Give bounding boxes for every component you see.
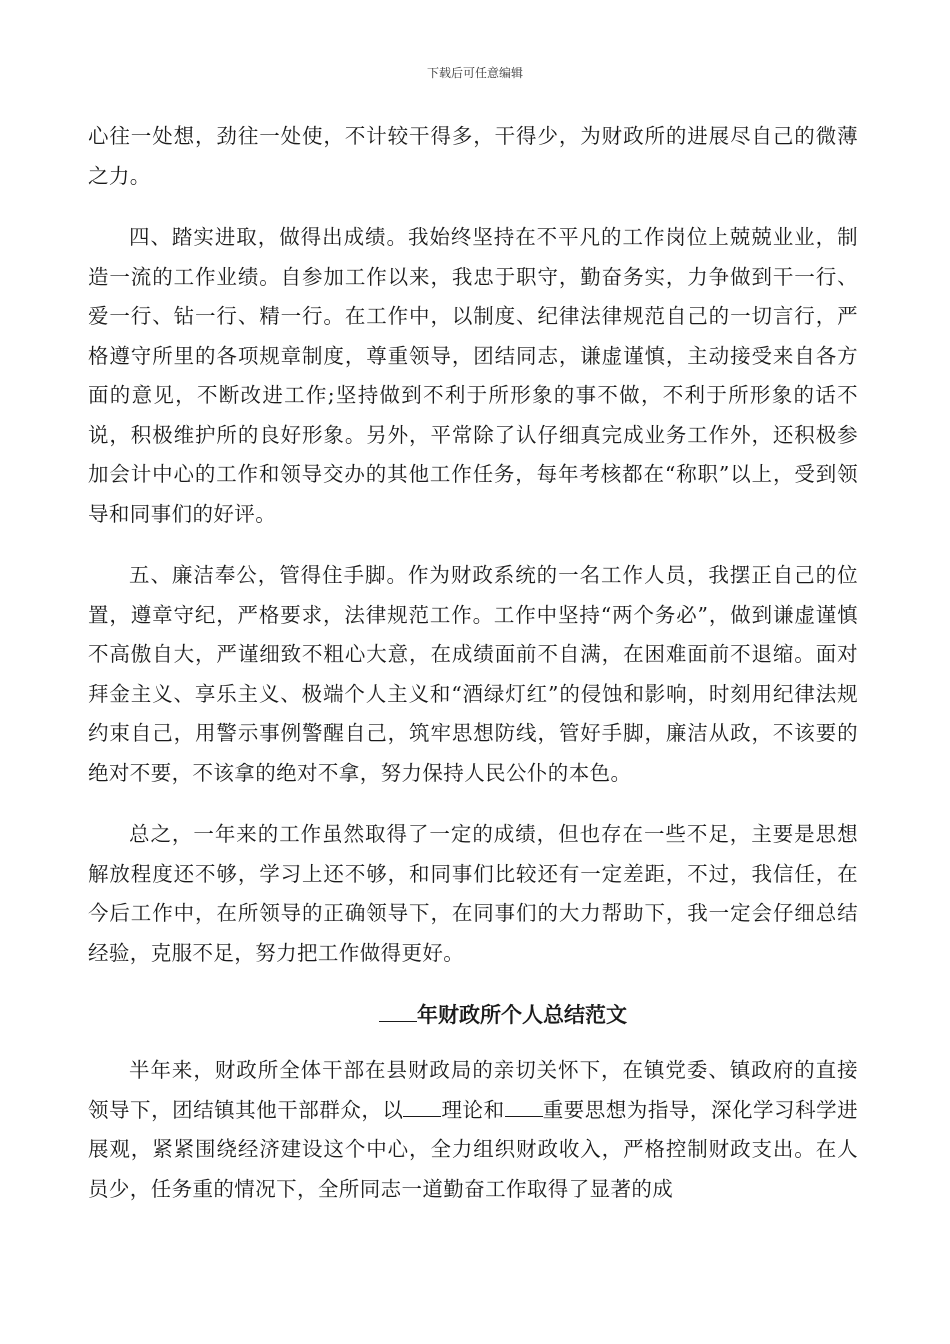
section-title: [88, 995, 858, 1035]
document-body: [88, 117, 858, 1231]
intro-blank-2: [505, 1095, 543, 1117]
paragraph-continuation: 心往一处想，劲往一处使，不计较干得多，干得少，为财政所的进展尽自己的微薄之力。: [88, 124, 858, 188]
header-note: 下载后可任意编辑: [426, 66, 523, 80]
paragraph-intro: [88, 1051, 858, 1209]
intro-text-part3: 重要思想为指导，深化学习科学进展观，紧紧围绕经济建设这个中心，全力组织财政收入，严格控制财政支出。在人员少，任务重的情况下，全所同志一道勤奋工作取得了显著的成: [88, 1097, 859, 1201]
title-blank: [379, 1000, 417, 1022]
paragraph-section-four: 四、踏实进取，做得出成绩。我始终坚持在不平凡的工作岗位上兢兢业业，制造一流的工作业绩。自参加工作以来，我忠于职守，勤奋务实，力争做到干一行、爱一行、钻一行、精一行。在工作中，以制度、纪律法律规范自己的一切言行，严格遵守所里的各项规章制度，尊重领导，团结同志，谦虚谨慎，主动接受来自各方面的意见，不断改进工作;坚持做到不利于所形象的事不做，不利于所形象的话不说，积极维护所的良好形象。另外，平常除了认仔细真完成业务工作外，还积极参加会计中心的工作和领导交办的其他工作任务，每年考核都在“称职”以上，受到领导和同事们的好评。: [88, 225, 858, 526]
intro-text-part1: 半年来，财政所全体干部在县财政局的亲切关怀下，在镇党委、镇政府的直接领导下，团结镇其他干部群众，以: [88, 1058, 858, 1122]
section-title-text: 年财政所个人总结范文: [417, 1003, 627, 1027]
intro-text-part2: 理论和: [441, 1097, 505, 1122]
paragraph-section-five: 五、廉洁奉公，管得住手脚。作为财政系统的一名工作人员，我摆正自己的位置，遵章守纪，严格要求，法律规范工作。工作中坚持“两个务必”，做到谦虚谨慎不高傲自大，严谨细致不粗心大意，在成绩面前不自满，在困难面前不退缩。面对拜金主义、享乐主义、极端个人主义和“酒绿灯红”的侵蚀和影响，时刻用纪律法规约束自己，用警示事例警醒自己，筑牢思想防线，管好手脚，廉洁从政，不该要的绝对不要，不该拿的绝对不拿，努力保持人民公仆的本色。: [88, 563, 858, 785]
intro-blank-1: [403, 1095, 441, 1117]
paragraph-conclusion: 总之，一年来的工作虽然取得了一定的成绩，但也存在一些不足，主要是思想解放程度还不够，学习上还不够，和同事们比较还有一定差距，不过，我信任，在今后工作中，在所领导的正确领导下，在同事们的大力帮助下，我一定会仔细总结经验，克服不足，努力把工作做得更好。: [88, 822, 858, 965]
